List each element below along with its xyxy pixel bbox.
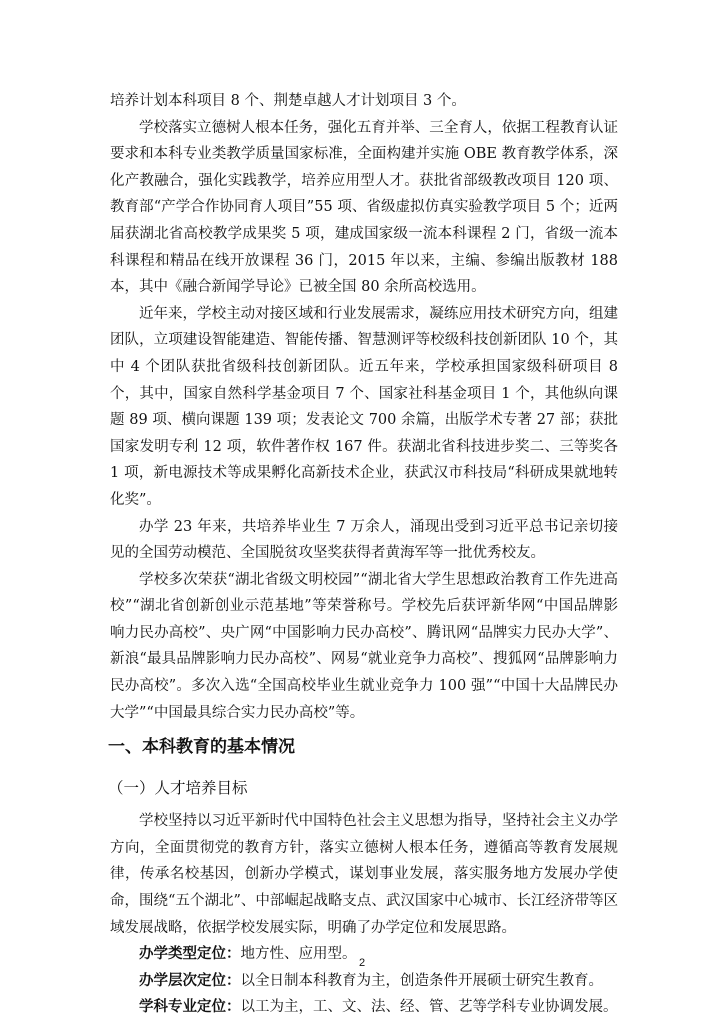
paragraph-alumni: 办学 23 年来，共培养毕业生 7 万余人，涌现出受到习近平总书记亲切接见的全国劳动模范、全国脱贫攻坚奖获得者黄海军等一批优秀校友。 <box>110 518 618 562</box>
paragraph-honors: 学校多次荣获“湖北省级文明校园”“湖北省大学生思想政治教育工作先进高校”“湖北省创新创业示范基地”等荣誉称号。学校先后获评新华网“中国品牌影响力民办高校”、央广网“中国影响力民办高校”、腾讯网“品牌实力民办大学”、新浪“最具品牌影响力民办高校”、网易“就业竞争力高校”、搜狐网“品牌影响力民办高校”。多次入选“全国高校毕业生就业竞争力 100 强”“中国十大品牌民办大学”“中国最具综合实力民办高校”等。 <box>110 571 618 721</box>
definition-text: 以全日制本科教育为主，创造条件开展硕士研究生教育。 <box>240 972 603 989</box>
paragraph-teaching: 学校落实立德树人根本任务，强化五育并举、三全育人，依据工程教育认证要求和本科专业类教学质量国家标准，全面构建并实施 OBE 教育教学体系，深化产教融合，强化实践教学，培养应用型人才。获批省部级教改项目 120 项、教育部“产学合作协同育人项目”55 项、省级虚拟仿真实验教学项目 5 个；近两届获湖北省高校教学成果奖 5 项，建成国家级一流本科课程 2 门，省级一流本科课程和精品在线开放课程 36 门，2015 年以来，主编、参编出版教材 188 本，其中《融合新闻学导论》已被全国 80 余所高校选用。 <box>110 119 618 296</box>
page-number: 2 <box>358 957 366 969</box>
definition-label: 学科专业定位： <box>139 999 241 1016</box>
definition-text: 以工为主，工、文、法、经、管、艺等学科专业协调发展。 <box>240 999 618 1016</box>
section-heading-basic-info: 一、本科教育的基本情况 <box>108 737 295 758</box>
paragraph-research: 近年来，学校主动对接区域和行业发展需求，凝练应用技术研究方向，组建团队，立项建设智能建造、智能传播、智慧测评等校级科技创新团队 10 个，其中 4 个团队获批省级科技创新团队。近五年来，学校承担国家级科研项目 8 个，其中，国家自然科学基金项目 7 个、国家社科基金项目 1 个，其他纵向课题 89 项、横向课题 139 项；发表论文 700 余篇，出版学术专著 27 部；获批国家发明专利 12 项，软件著作权 167 件。获湖北省科技进步奖二、三等奖各 1 项，新电源技术等成果孵化高新技术企业，获武汉市科技局“科研成果就地转化奖”。 <box>110 305 618 508</box>
definition-label: 办学层次定位： <box>139 972 241 989</box>
definition-school-level <box>110 968 618 995</box>
page-body <box>110 88 618 1021</box>
definition-text: 地方性、应用型。 <box>240 946 357 963</box>
paragraph-carryover: 培养计划本科项目 8 个、荆楚卓越人才计划项目 3 个。 <box>110 93 466 109</box>
definition-discipline <box>110 994 618 1021</box>
definition-label: 办学类型定位： <box>139 946 241 963</box>
paragraph-training-goal: 学校坚持以习近平新时代中国特色社会主义思想为指导，坚持社会主义办学方向，全面贯彻党的教育方针，落实立德树人根本任务，遵循高等教育发展规律，传承名校基因，创新办学模式，谋划事业发展，落实服务地方发展办学使命，围绕“五个湖北”、中部崛起战略支点、武汉国家中心城市、长江经济带等区域发展战略，依据学校发展实际，明确了办学定位和发展思路。 <box>110 813 618 936</box>
subsection-heading-training-goal: （一）人才培养目标 <box>108 779 248 798</box>
